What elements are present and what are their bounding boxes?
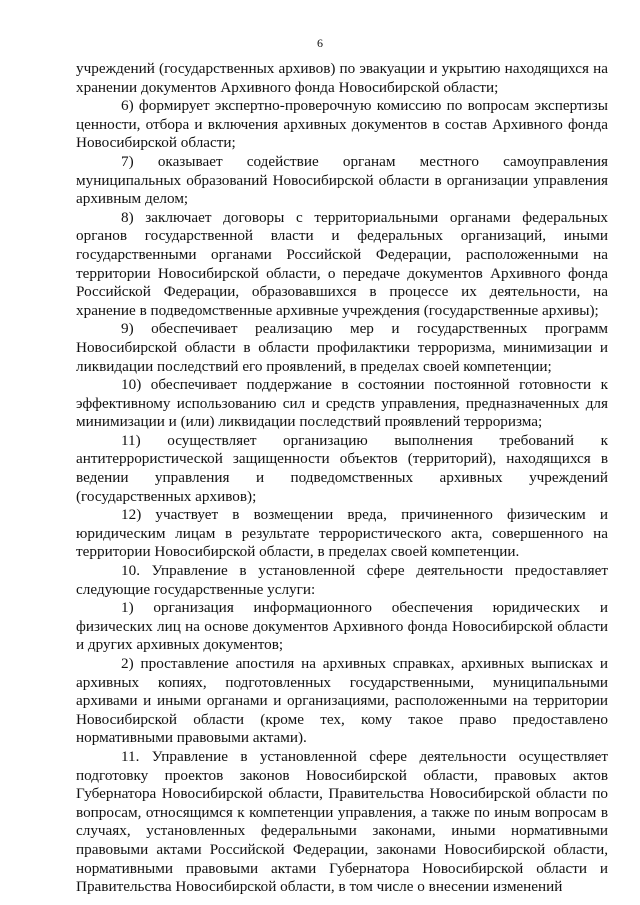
paragraph: 12) участвует в возмещении вреда, причиненного физическим и юридическим лицам в результате террористического акта, совершенного на территории Новосибирской области, в пределах своей компетенции. <box>76 506 608 561</box>
page-number: 6 <box>317 36 323 50</box>
paragraph: 11. Управление в установленной сфере деятельности осуществляет подготовку проектов законов Новосибирской области, правовых актов Губернатора Новосибирской области, Правительства Новосибирской области по вопросам, относящимся к компетенции управления, а также по иным вопросам в случаях, установленных федеральными законами, иными нормативными правовыми актами Российской Федерации, законами Новосибирской области, нормативными правовыми актами Губернатора Новосибирской области и Правительства Новосибирской области, в том числе о внесении изменений <box>76 747 608 896</box>
paragraph: 1) организация информационного обеспечения юридических и физических лиц на основе документов Архивного фонда Новосибирской области и других архивных документов; <box>76 599 608 654</box>
paragraph: 8) заключает договоры с территориальными органами федеральных органов государственной власти и федеральных организаций, иными государственными органами Российской Федерации, расположенными на территории Новосибирской области, о передаче документов Архивного фонда Российской Федерации, образовавшихся в процессе их деятельности, на хранение в подведомственные архивные учреждения (государственные архивы); <box>76 208 608 319</box>
paragraph: 11) осуществляет организацию выполнения требований к антитеррористической защищенности объектов (территорий), находящихся в ведении управления и подведомственных архивных учреждений (государственных архивов); <box>76 431 608 505</box>
paragraph: 9) обеспечивает реализацию мер и государственных программ Новосибирской области в области профилактики терроризма, минимизации и ликвидации последствий его проявлений, в пределах своей компетенции; <box>76 320 608 375</box>
paragraph: 7) оказывает содействие органам местного самоуправления муниципальных образований Новосибирской области в организации управления архивным делом; <box>76 152 608 208</box>
paragraph: 2) проставление апостиля на архивных справках, архивных выписках и архивных копиях, подготовленных государственными, муниципальными архивами и иными органами и организациями, расположенными на территории Новосибирской области (кроме тех, кому такое право предоставлено нормативными правовыми актами). <box>76 655 608 747</box>
paragraph: 6) формирует экспертно-проверочную комиссию по вопросам экспертизы ценности, отбора и включения архивных документов в состав Архивного фонда Новосибирской области; <box>76 97 608 152</box>
document-body <box>76 60 608 897</box>
paragraph: 10) обеспечивает поддержание в состоянии постоянной готовности к эффективному использованию сил и средств управления, предназначенных для минимизации и (или) ликвидации последствий проявлений терроризма; <box>76 376 608 431</box>
paragraph: 10. Управление в установленной сфере деятельности предоставляет следующие государственные услуги: <box>76 562 608 598</box>
paragraph: учреждений (государственных архивов) по эвакуации и укрытию находящихся на хранении документов Архивного фонда Новосибирской области; <box>76 60 608 96</box>
